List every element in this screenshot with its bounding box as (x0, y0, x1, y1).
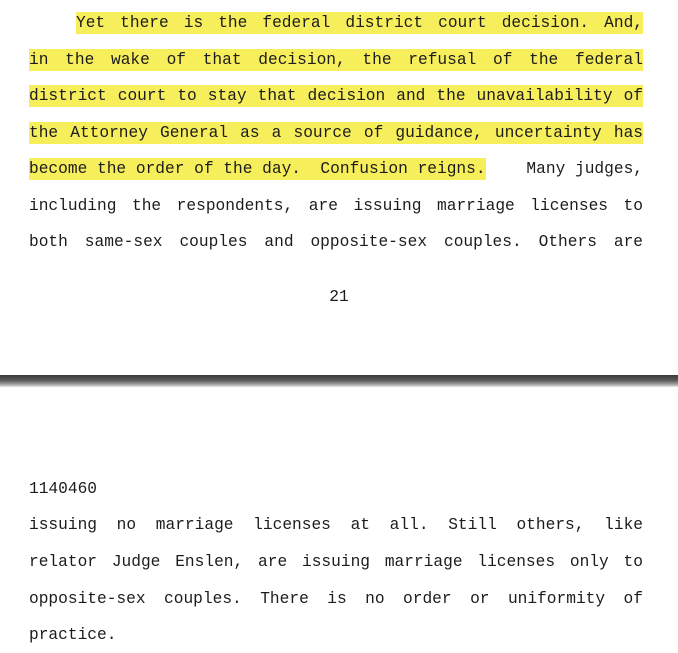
text-line-8: issuing no marriage licenses at all. Still others, like (29, 516, 643, 534)
page-divider (0, 375, 678, 387)
text-line-7: both same-sex couples and opposite-sex couples. Others are (29, 233, 643, 251)
text-line-6: including the respondents, are issuing marriage licenses to (29, 197, 643, 215)
text-line-10: opposite-sex couples. There is no order or uniformity of (29, 590, 643, 608)
page-number: 21 (329, 288, 349, 306)
text-line-5 (29, 158, 643, 180)
text-line-2: in the wake of that decision, the refusal of the federal (29, 51, 643, 69)
text-line-11: practice. (29, 626, 117, 644)
text-line-1: Yet there is the federal district court decision. And, (76, 14, 643, 32)
docket-number: 1140460 (29, 480, 97, 498)
highlighted-text: become the order of the day. Confusion reigns. (29, 160, 486, 178)
text-line-3: district court to stay that decision and the unavailability of (29, 87, 643, 105)
text-line-5-rest: Many judges, (526, 160, 643, 178)
text-line-4: the Attorney General as a source of guidance, uncertainty has (29, 124, 643, 142)
text-line-9: relator Judge Enslen, are issuing marriage licenses only to (29, 553, 643, 571)
